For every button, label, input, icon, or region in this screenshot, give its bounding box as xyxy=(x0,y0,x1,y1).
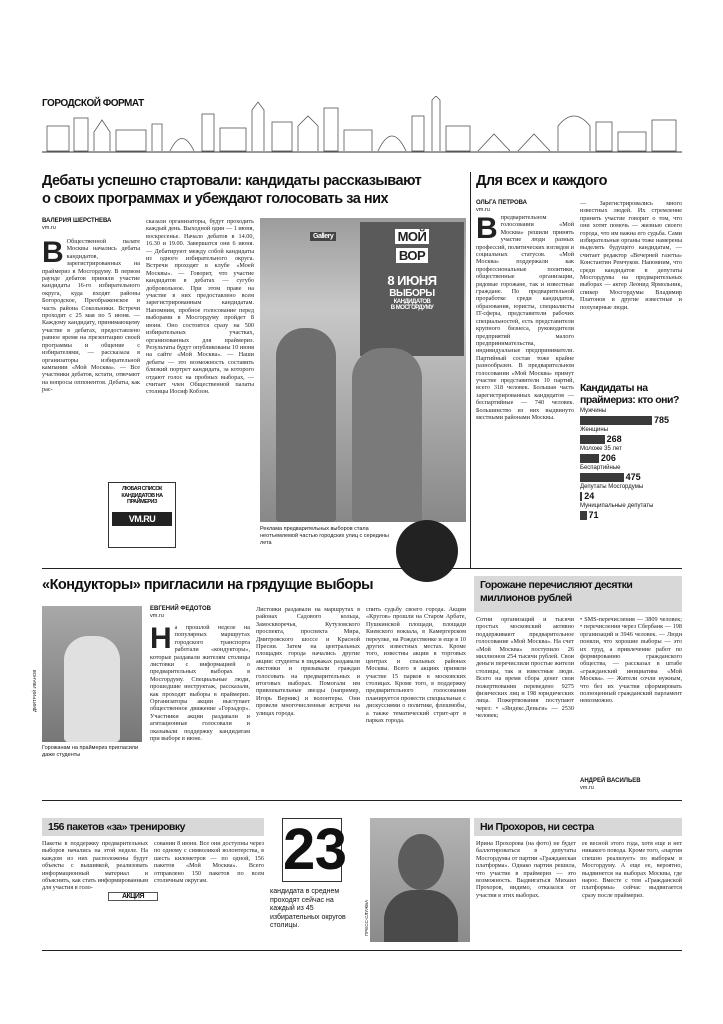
ad-label: ЛЮБАЯ СПИСОК КАНДИДАТОВ НА ПРАЙМЕРИЗ xyxy=(121,486,163,505)
author-email: vm.ru xyxy=(580,784,594,791)
author-email: vm.ru xyxy=(150,612,164,619)
section-header xyxy=(42,96,682,158)
conductors-col1: Н а прошлой неделе на популярных маршрутах городского транспорта работали «кондукторы», которые раздавали жителям столицы листовки с информацией о предварительных выборах в Мосгордуму. Специальные люди, прошедшие инструктаж, рассказали, как проходят выборы в праймериз. Организаторы акции выступает общественное движение «Горзадор». Участники акции раздавали и агитационные голосовали и оказывали поддержку кандидатам при выборе в июне. xyxy=(150,624,250,743)
main-article-col1: В Общественной палате Москвы начались дебаты кандидатов, зарегистрированных на праймериз в Мосгордуму. В первом раунде дебатов приняли участие кандидаты 16-го избирательного округа, куда входят районы Богородское, Преображенское и часть района Сокольники. Встречи проходят с 25 мая по 5 июня. — Каждому кандидату, принимающему участие в дебатах, предоставлено равное время на презентацию своей программы и общение с избирателями, — рассказала в организаторы избирательной кампании «Мой Москва». — Все участники дебатов, кстати, отвечают на вопросы оппонентов. Дебаты, как рас- xyxy=(42,238,140,394)
conductors-photo xyxy=(42,606,142,742)
poster-line: ВОР xyxy=(396,248,428,263)
chart-value-label: 71 xyxy=(588,510,599,520)
main-headline: Дебаты успешно стартовали: кандидаты рассказывают о своих программах и убеждают голосовать за них xyxy=(42,173,422,207)
gallery-sign: Gallery xyxy=(310,232,336,241)
action-tag: АКЦИЯ xyxy=(108,892,158,901)
funding-headline: Горожане перечисляют десятки миллионов рублей xyxy=(480,579,633,604)
chart-value-label: 475 xyxy=(625,472,641,482)
chart-value-label: 206 xyxy=(600,453,616,463)
dropcap: В xyxy=(476,214,498,245)
bottom-right-header-bar xyxy=(474,818,682,836)
poster-line: МОЙ xyxy=(395,229,430,244)
author-email: vm.ru xyxy=(42,224,56,231)
chart-row xyxy=(580,465,682,484)
chart-bar xyxy=(580,492,582,501)
funding-byline xyxy=(580,778,680,791)
chart-category-label: Женщины xyxy=(580,427,609,433)
woman-figure-left xyxy=(276,328,336,522)
chart-bar xyxy=(580,473,624,482)
billboard xyxy=(360,222,464,356)
main-article-col2: сказали организаторы, будут проходить каждый день. Выходной один — 1 июня, воскресенье. Начало дебатов в 14.00, 16.30 и 19.00. Завершатся они 6 июня. — Дебатируют между собой кандидаты из одного избирательного округа. Встречи проходят в клубе «Моей Москвы». — Говорит, что участие кандидатов в дебатах — сугубо добровольное. При этом праве на участие в них предоставлено всем зарегистрированным кандидатам. Напомним, пробное голосование перед выборами в Мосгордуму пройдет 8 июня. Оно состоится сразу на 500 избирательных участках, организованных для праймериз. Результаты будут опубликованы 10 июня на сайте «Мой Москва». — Наши дебаты — это возможность составить близкий портрет кандидата, за которого отдают голос на пробных выборах, — считает член Общественной палаты столицы Иосиф Кобзон. xyxy=(146,218,254,396)
photo-caption: Реклама предварительных выборов стала неотъемлемой частью городских улиц с середины лета xyxy=(260,526,389,546)
portrait-head xyxy=(398,834,444,890)
bottom-left-col2: совании 8 июня. Все они доступны через по одному с символикой волонтерства, в шесть километров — по одной, 156 пакетов «Мой Москва». Всего отправлено 150 пакетов по всем столичным округам. xyxy=(154,840,264,885)
chart-bars xyxy=(580,408,682,522)
chart-bar xyxy=(580,454,599,463)
chart-value-label: 24 xyxy=(584,491,595,501)
prokhorova-photo xyxy=(370,818,470,942)
conductors-caption: Горожанам на праймериз пригласили даже студенты xyxy=(42,745,139,758)
photo-credit: ДМИТРИЙ ИВАНОВ xyxy=(32,669,37,712)
chart-row xyxy=(580,484,682,503)
author-name: ЕВГЕНИЙ ФЕДОТОВ xyxy=(150,606,211,612)
chart-bar xyxy=(580,416,652,425)
poster-line: КАНДИДАТОВ xyxy=(393,299,431,305)
bottom-left-header-bar xyxy=(42,818,264,836)
stat-number: 23 xyxy=(283,817,347,882)
poster-line: 8 ИЮНЯ xyxy=(387,273,437,288)
bottom-left-headline: 156 пакетов «за» тренировку xyxy=(48,821,185,833)
chart-category-label: Мужчины xyxy=(580,408,607,414)
photo-credit: ПРЕСС-СЛУЖБА xyxy=(364,899,369,936)
chart-bar xyxy=(580,511,587,520)
bottom-left-col1: Пакеты в поддержку предварительных выборов начались на этой неделе. На каждом из них расположены будут объекты с вышивкой, реализовать информационный материал и объяснить, как стать информированным для участия в голо- xyxy=(42,840,148,892)
page-bottom-rule xyxy=(42,950,682,951)
side-byline xyxy=(476,200,576,213)
poster-line: В МОСГОРДУМУ xyxy=(390,305,434,311)
dropcap: Н xyxy=(150,624,172,655)
section-title: ГОРОДСКОЙ ФОРМАТ xyxy=(42,98,144,109)
conductors-col3: спить судьбу своего города. Акции «Кругов» прошли на Старом Арбате, Пушкинской площади, площади Киевского вокзала, в Камергерском переулке, на Рождественке и еще в 10 других известных местах. Кроме того, известны акции в торговых центрах и спальных районах Москвы. Всего в акциях приняли участие 15 парков в московских столицах. Кроме того, в поддержку предварительного голосования планируется провести специальные с дискуссиями о политике, флешмобы, а также тематический стрит-арт в парках города. xyxy=(366,606,466,725)
chart-category-label: Моложе 35 лет xyxy=(580,446,622,452)
stat-box xyxy=(270,818,354,948)
side-article-col2: — Зарегистрировались много известных людей. Их стремление принять участие говорит о том, что они хотят помочь — жизнью своего города, что им важна его судьба. Сами избирательные органы тоже намерены выделять будущего кандидатам, — считает редактор «Вечерней газеты» Константин Ремчуков. Напомним, что среди кандидатов в депутаты Мосгордумы на предварительных выборах — актер Леонид Ярмольник, спикер Мосгордумы Владимир Платонов и другие известные и популярные люди. xyxy=(580,200,682,311)
chart-value-label: 268 xyxy=(606,434,622,444)
chart-category-label: Депутаты Мосгордумы xyxy=(580,484,644,490)
person-figure xyxy=(64,636,120,742)
ad-site: VM.RU xyxy=(112,512,172,526)
funding-col1: Сотни организаций и тысячи простых московский активно поддерживают предварительное голосование «Мой Москва». На счет «Мой Москва» поступило 26 миллионов 254 тысячи рублей. Свои деньги перечислили простые жители столицы, так и известные люди. Всего на время сбора денег свои пожертвования переведено 9275 физических лиц и 198 юридических лица. Пожертвования поступают через: • «Яндекс.Деньги» — 2530 человек; xyxy=(476,616,574,720)
horizontal-divider xyxy=(42,568,682,569)
column-divider xyxy=(470,172,471,568)
chart-bar xyxy=(580,435,605,444)
side-article-col1: В предварительном голосовании «Мой Москва» решили принять участие люди разных профессий, политических взглядов и социальных статусов. «Мой Москва» поддержали как профессиональные политики, общественные организации, рядовые горожане, так и известные граждане. По предварительной проработке среди кандидатов, образования, юристы, специалисты IT-сферы, представители рабочих специальностей, есть представители крупного бизнеса, руководители предприятий малого предпринимательства, индивидуальные предприниматели. Партийный состав тоже крайне разнообразен. В предварительном голосовании «Мой Москва» примут участие представители 10 партий, всего 318 человек. Большая часть зарегистрированных кандидатов — беспартийные — 740 человек. Большинство из них выдвинуто местными районами Москвы. xyxy=(476,214,574,421)
side-headline: Для всех и каждого xyxy=(476,173,607,189)
conductors-col2: Листовки раздавали на маршрутах в районах Садового кольца, Замоскворечья, Кутузовского проспекта, проспекта Мира, Дмитровского шоссе и Красной Пресни. Затем на центральных площадях города начались другие акции: студенты в пиджаках раздавали листовки и призывали граждан голосовать на предварительных и итоговых выборах. Помогали им привлекательные звезды (например, Игорь Верник) и волонтеры. Они провели многочисленные встречи на улицах города. xyxy=(256,606,360,717)
vote-badge xyxy=(396,520,458,582)
author-name: ОЛЬГА ПЕТРОВА xyxy=(476,200,527,206)
horizontal-divider xyxy=(42,800,682,801)
conductors-byline xyxy=(150,606,250,619)
bottom-right-headline: Ни Прохоров, ни сестра xyxy=(480,821,594,833)
primaries-ad-box xyxy=(108,482,176,548)
chart-title: Кандидаты на праймериз: кто они? xyxy=(580,382,679,406)
portrait-body xyxy=(384,890,458,942)
conductors-headline: «Кондукторы» пригласили на грядущие выборы xyxy=(42,577,374,593)
stat-text: кандидата в среднем проходят сейчас на каждый из 45 избирательных округов столицы. xyxy=(270,888,346,930)
main-byline xyxy=(42,218,142,231)
author-name: АНДРЕЙ ВАСИЛЬЕВ xyxy=(580,778,641,784)
dropcap: В xyxy=(42,238,64,269)
author-email: vm.ru xyxy=(476,206,490,213)
poster-line: ВЫБОРЫ xyxy=(389,288,435,299)
chart-row xyxy=(580,503,682,522)
street-photo xyxy=(260,218,466,522)
bottom-right-col1: Ирина Прохорова (на фото) не будет баллотироваться в депутаты Мосгордумы от партии «Гражданская платформа». Однако партия решила, что участие в праймериз — это возможность. Выдвигаться Михаил Прохоров, видимо, отказался от участия в этих выборах. xyxy=(476,840,576,899)
chart-row xyxy=(580,408,682,427)
funding-col2: • SMS-перечисления — 3809 человек; • перечисления через Сбербанк — 198 организаций и 3946 человек. — Люди поняли, что хорошие выборы — это их труд, а привлечение работ по формированию гражданского общества, — рассказал в штабе «гражданский инициатива «Мой Москва». — Жители сочли нужным, что без их участия сформировать полноценный гражданский парламент невозможно. xyxy=(580,616,682,705)
chart-row xyxy=(580,427,682,446)
author-name: ВАЛЕРИЯ ШЕРСТНЕВА xyxy=(42,218,112,224)
candidates-chart xyxy=(580,382,682,558)
woman-figure-right xyxy=(352,348,422,522)
chart-category-label: Беспартийные xyxy=(580,465,621,471)
chart-value-label: 785 xyxy=(654,415,670,425)
chart-category-label: Муниципальные депутаты xyxy=(580,503,654,509)
chart-row xyxy=(580,446,682,465)
city-skyline-illustration xyxy=(42,96,682,158)
bottom-right-col2: ее весной этого года, хотя еще и нет никакого повода. Кроме того, «партия спешно реализует» по выборам в Мосгордуму. А еще ее, вероятно, выдвинется на выборах Москвы, где нарос. Вместе с тем «Гражданской платформы» сейчас выдвигается сразу после праймериз. xyxy=(582,840,682,899)
funding-header-bar xyxy=(474,576,682,612)
